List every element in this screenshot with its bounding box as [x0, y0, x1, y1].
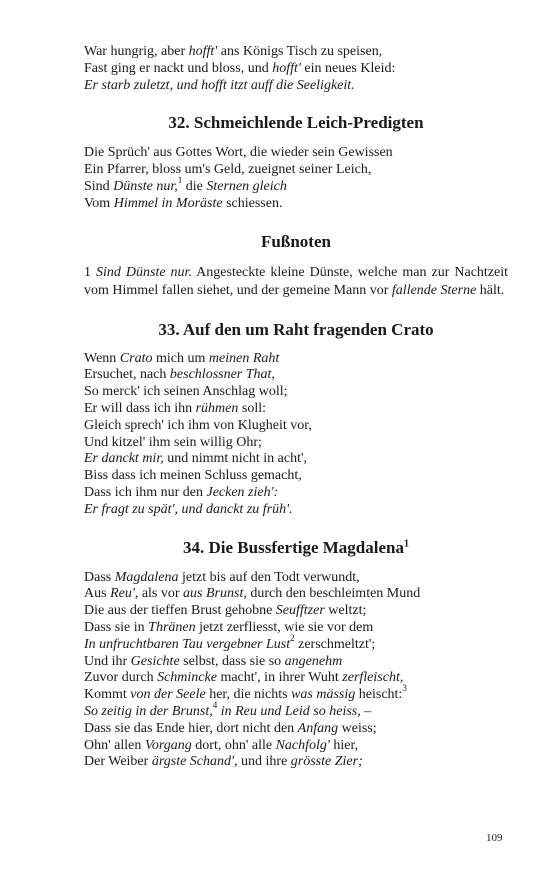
verse-line — [84, 654, 508, 671]
text-run: Die Sprüch' aus Gottes Wort, die wieder sein Gewissen — [84, 145, 393, 161]
text-run: Ein Pfarrer, bloss um's Geld, zueignet seiner Leich, — [84, 162, 372, 178]
text-run: heischt: — [355, 687, 403, 703]
verse-line — [84, 451, 508, 468]
text-run: durch den beschleimten Mund — [246, 586, 421, 602]
italic-text: zerfleischt, — [342, 670, 404, 686]
text-run: So merck' ich seinen Anschlag woll; — [84, 384, 288, 400]
verse-line — [84, 620, 508, 637]
footnote-ref: 2 — [290, 633, 295, 644]
text-run: Aus — [84, 586, 111, 602]
section-33-title: 33. Auf den um Raht fragenden Crato — [158, 319, 434, 339]
text-run: Angesteckte kleine Dünste, welche man zur Nachtzeit vom Himmel fallen siehet, und der gemeine Mann vor — [84, 264, 508, 299]
verse-line — [84, 351, 508, 368]
italic-text: hofft' — [272, 60, 301, 76]
text-run: und nimmt nicht in acht', — [163, 451, 307, 467]
italic-text: Reu', — [110, 586, 139, 602]
text-run: soll: — [238, 400, 267, 416]
verse-line — [84, 738, 508, 755]
verse-line — [84, 603, 508, 620]
text-run: schiessen. — [222, 195, 283, 211]
verse-line — [84, 754, 508, 771]
italic-text: Jecken zieh': — [206, 484, 279, 500]
text-run: und ihre — [237, 754, 291, 770]
verse-line — [84, 78, 508, 95]
page-number: 109 — [486, 832, 503, 844]
section-34-footnote-ref: 1 — [403, 537, 409, 549]
text-run: die — [182, 178, 207, 194]
italic-text: Er starb zuletzt, und hofft itzt auff die Seeligkeit. — [84, 77, 355, 93]
verse-line — [84, 61, 508, 78]
italic-text: hofft' — [188, 44, 218, 59]
italic-text: Schmincke — [157, 670, 217, 686]
footnote-ref: 4 — [212, 700, 218, 711]
text-run: 1 — [84, 264, 96, 280]
italic-text: aus Brunst, — [183, 586, 247, 602]
italic-text: meinen Raht — [208, 350, 280, 366]
text-run: – — [360, 703, 372, 719]
italic-text: was mässig — [291, 687, 356, 703]
page-content — [84, 44, 508, 771]
italic-text: Er danckt mir, — [84, 451, 164, 467]
verse-line — [84, 683, 508, 704]
italic-text: angenehm — [284, 653, 343, 669]
footnote-1 — [84, 264, 508, 301]
text-run: Sind — [84, 178, 114, 194]
text-run: ein neues Kleid: — [300, 60, 396, 76]
text-run: Dass — [84, 569, 115, 585]
italic-text: Sternen gleich — [206, 178, 287, 194]
footnote-ref: 1 — [177, 175, 183, 186]
verse-line — [84, 670, 508, 687]
text-run: Die aus der tieffen Brust gehobne — [84, 603, 276, 619]
italic-text: In unfruchtbaren Tau vergebner Lust — [84, 636, 291, 652]
text-run: Der Weiber — [84, 754, 152, 770]
italic-text: So zeitig in der Brunst, — [84, 703, 213, 719]
verse-line — [84, 468, 508, 485]
text-run: War hungrig, aber — [84, 44, 189, 59]
verse-line — [84, 44, 508, 61]
text-run: jetzt bis auf den Todt verwundt, — [178, 569, 360, 585]
footnote-ref: 3 — [402, 683, 407, 694]
text-run: Dass sie in — [84, 619, 149, 635]
section-34-stanza — [84, 570, 508, 772]
text-run: Ersuchet, nach — [84, 367, 170, 383]
text-run: mich um — [152, 350, 209, 366]
italic-text: Thränen — [148, 619, 196, 635]
italic-text: Magdalena — [114, 569, 179, 585]
text-run: selbst, dass sie so — [179, 653, 285, 669]
text-run: Kommt — [84, 687, 131, 703]
text-run: ans Königs Tisch zu speisen, — [217, 44, 383, 59]
section-34-title — [84, 538, 508, 558]
verse-line — [84, 175, 508, 196]
text-run: Und ihr — [84, 653, 131, 669]
text-run: Biss dass ich meinen Schluss gemacht, — [84, 468, 302, 484]
verse-line — [84, 145, 508, 162]
text-run: Und kitzel' ihm sein willig Ohr; — [84, 434, 262, 450]
verse-line — [84, 502, 508, 519]
text-run: macht', in ihrer Wuht — [216, 670, 343, 686]
verse-line — [84, 162, 508, 179]
italic-text: rühmen — [195, 400, 239, 416]
italic-text: Anfang — [297, 720, 339, 736]
verse-line — [84, 721, 508, 738]
text-run: Gleich sprech' ich ihm von Klugheit vor, — [84, 417, 312, 433]
text-run: dort, ohn' alle — [191, 737, 276, 753]
text-run: weiss; — [338, 720, 377, 736]
text-run: her, die nichts — [205, 687, 292, 703]
text-run: hält. — [476, 283, 505, 299]
text-run: jetzt zerfliesst, wie sie vor dem — [195, 619, 374, 635]
text-run: Ohn' allen — [84, 737, 145, 753]
verse-line — [84, 401, 508, 418]
italic-text: Himmel in Moräste — [113, 195, 223, 211]
text-run: Fast ging er nackt und bloss, und — [84, 60, 273, 76]
text-run: weltzt; — [324, 603, 367, 619]
verse-line — [84, 633, 508, 654]
text-run: Wenn — [84, 350, 120, 366]
verse-line — [84, 485, 508, 502]
italic-text: Crato — [119, 350, 153, 366]
italic-text: von der Seele — [130, 687, 206, 703]
italic-text: grösste Zier; — [290, 754, 363, 770]
verse-line — [84, 367, 508, 384]
italic-text: ärgste Schand', — [151, 754, 238, 770]
text-run: Er will dass ich ihn — [84, 400, 196, 416]
italic-text: Gesichte — [130, 653, 180, 669]
verse-line — [84, 384, 508, 401]
verse-line — [84, 418, 508, 435]
section-32-title: 32. Schmeichlende Leich-Predigten — [168, 113, 424, 133]
verse-line — [84, 196, 508, 213]
verse-line — [84, 700, 508, 721]
text-run: als vor — [138, 586, 184, 602]
verse-line — [84, 435, 508, 452]
italic-text: Seufftzer — [275, 603, 325, 619]
footnotes-heading: Fußnoten — [261, 231, 331, 251]
section-33-stanza — [84, 351, 508, 519]
stanza-top — [84, 44, 508, 94]
text-run: Dass ich ihm nur den — [84, 484, 207, 500]
text-run: Zuvor durch — [84, 670, 158, 686]
italic-text: Nachfolg' — [275, 737, 330, 753]
italic-text: Sind Dünste nur. — [96, 264, 192, 280]
verse-line — [84, 570, 508, 587]
section-32-stanza — [84, 145, 508, 212]
italic-text: Vorgang — [144, 737, 192, 753]
italic-text: in Reu und Leid so heiss, — [217, 703, 361, 719]
italic-text: Dünste nur, — [113, 178, 178, 194]
text-run: zerschmeltzt'; — [294, 636, 376, 652]
section-34-title-text: 34. Die Bussfertige Magdalena — [183, 537, 404, 557]
italic-text: beschlossner That, — [169, 367, 275, 383]
text-run: Dass sie das Ende hier, dort nicht den — [84, 720, 298, 736]
text-run: hier, — [329, 737, 359, 753]
italic-text: fallende Sterne — [391, 283, 477, 299]
italic-text: Er fragt zu spät', und danckt zu früh'. — [84, 501, 293, 517]
verse-line — [84, 586, 508, 603]
text-run: Vom — [84, 195, 114, 211]
